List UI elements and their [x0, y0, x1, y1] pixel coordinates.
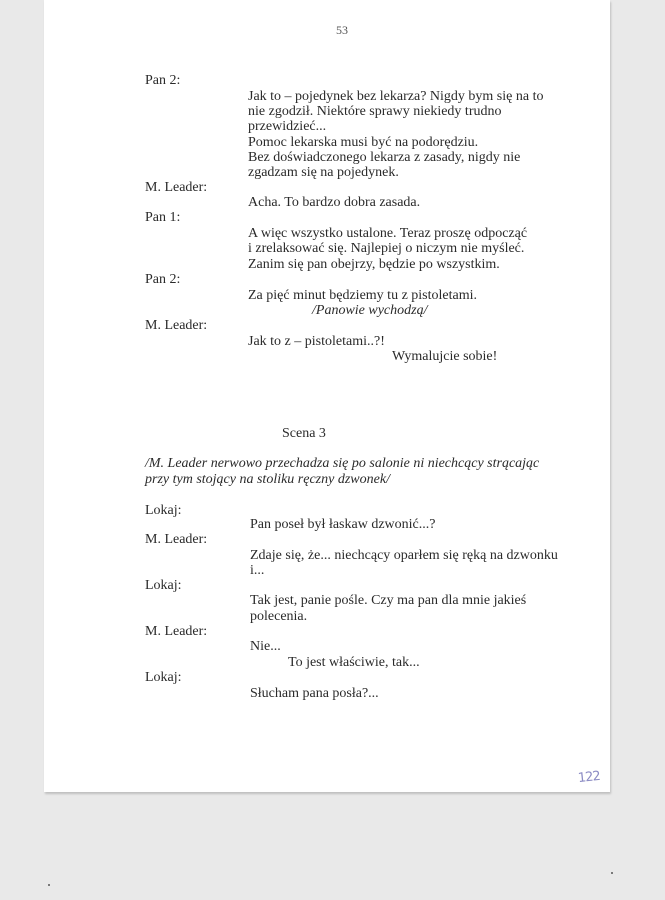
dialogue-line: Zdaje się, że... niechcący oparłem się ręką na dzwonku [250, 548, 558, 563]
dialogue-line: Nie... [250, 639, 281, 654]
page-number: 53 [336, 23, 348, 37]
stage-direction: przy tym stojący na stoliku ręczny dzwonek/ [145, 472, 390, 487]
dialogue-line: Słucham pana posła?... [250, 686, 379, 701]
dialogue-line: A więc wszystko ustalone. Teraz proszę odpocząć [248, 226, 528, 241]
document-page [44, 0, 610, 792]
dialogue-line: Pomoc lekarska musi być na podorędziu. [248, 135, 479, 150]
speaker-label: Pan 2: [145, 73, 181, 88]
stage-direction: /Panowie wychodzą/ [312, 303, 428, 318]
dialogue-line: Bez doświadczonego lekarza z zasady, nigdy nie [248, 150, 521, 165]
dialogue-line: Pan poseł był łaskaw dzwonić...? [250, 517, 436, 532]
speaker-label: M. Leader: [145, 624, 208, 639]
dialogue-line: przewidzieć... [248, 119, 327, 134]
archive-stamp: 122 [577, 768, 601, 787]
dialogue-line: Tak jest, panie pośle. Czy ma pan dla mnie jakieś [250, 593, 527, 608]
scan-speck [611, 872, 613, 874]
stage-direction: /M. Leader nerwowo przechadza się po salonie ni niechcący strącając [145, 456, 540, 471]
speaker-label: Lokaj: [145, 670, 182, 685]
dialogue-line: Zanim się pan obejrzy, będzie po wszystkim. [248, 257, 500, 272]
scan-speck [48, 884, 50, 886]
speaker-label: Lokaj: [145, 578, 182, 593]
speaker-label: Pan 1: [145, 210, 181, 225]
dialogue-line: nie zgodził. Niektóre sprawy niekiedy trudno [248, 104, 502, 119]
dialogue-line: Acha. To bardzo dobra zasada. [248, 195, 421, 210]
dialogue-line: zgadzam się na pojedynek. [248, 165, 399, 180]
dialogue-line: i zrelaksować się. Najlepiej o niczym nie myśleć. [248, 241, 525, 256]
dialogue-line: i... [250, 563, 265, 578]
speaker-label: M. Leader: [145, 318, 208, 333]
dialogue-line: Jak to z – pistoletami..?! [248, 334, 385, 349]
dialogue-line: polecenia. [250, 609, 308, 624]
speaker-label: Pan 2: [145, 272, 181, 287]
dialogue-line: To jest właściwie, tak... [288, 655, 420, 670]
dialogue-line: Za pięć minut będziemy tu z pistoletami. [248, 288, 477, 303]
speaker-label: Lokaj: [145, 503, 182, 518]
speaker-label: M. Leader: [145, 532, 208, 547]
dialogue-line: Jak to – pojedynek bez lekarza? Nigdy bym się na to [248, 89, 544, 104]
scene-title: Scena 3 [282, 426, 326, 441]
speaker-label: M. Leader: [145, 180, 208, 195]
dialogue-line: Wymalujcie sobie! [392, 349, 498, 364]
